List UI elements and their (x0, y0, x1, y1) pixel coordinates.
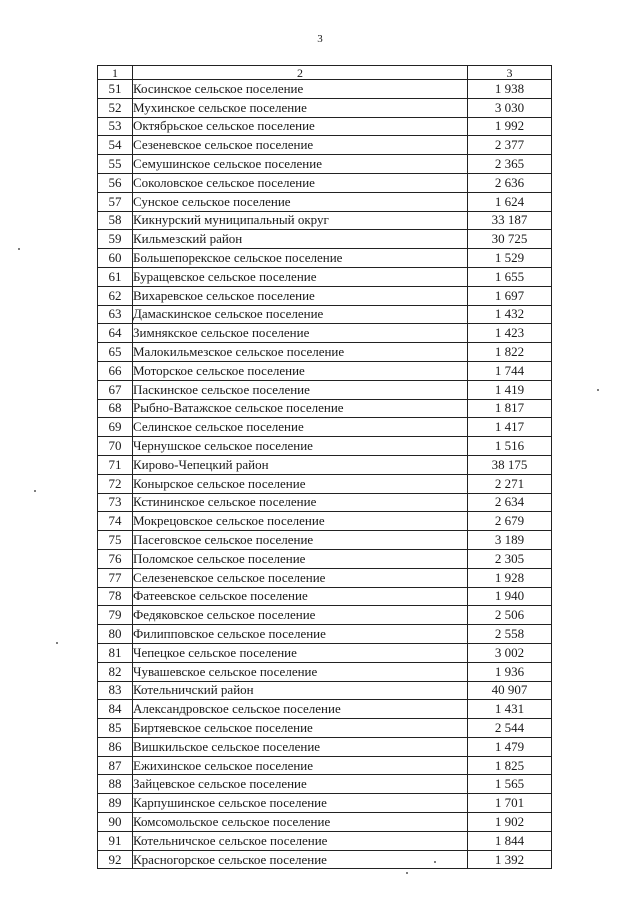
cell-number: 52 (98, 98, 133, 117)
header-cell-value: 3 (468, 66, 552, 80)
table-row (98, 418, 552, 437)
cell-name: Комсомольское сельское поселение (133, 813, 468, 832)
table-row (98, 117, 552, 136)
cell-value: 40 907 (468, 681, 552, 700)
cell-name: Красногорское сельское поселение (133, 850, 468, 869)
cell-name: Федяковское сельское поселение (133, 606, 468, 625)
cell-number: 73 (98, 493, 133, 512)
cell-value: 2 506 (468, 606, 552, 625)
cell-number: 79 (98, 606, 133, 625)
table-row (98, 474, 552, 493)
cell-value: 2 365 (468, 155, 552, 174)
table-row (98, 455, 552, 474)
cell-name: Соколовское сельское поселение (133, 173, 468, 192)
table-row (98, 493, 552, 512)
cell-name: Биртяевское сельское поселение (133, 719, 468, 738)
cell-name: Конырское сельское поселение (133, 474, 468, 493)
table-row (98, 512, 552, 531)
cell-name: Зимнякское сельское поселение (133, 324, 468, 343)
table-row (98, 343, 552, 362)
cell-number: 58 (98, 211, 133, 230)
table-header-row (98, 66, 552, 80)
cell-name: Селинское сельское поселение (133, 418, 468, 437)
table-row (98, 136, 552, 155)
cell-name: Мокрецовское сельское поселение (133, 512, 468, 531)
table-row (98, 643, 552, 662)
cell-name: Зайцевское сельское поселение (133, 775, 468, 794)
cell-value: 1 697 (468, 286, 552, 305)
cell-name: Чувашевское сельское поселение (133, 662, 468, 681)
cell-value: 1 392 (468, 850, 552, 869)
cell-value: 2 636 (468, 173, 552, 192)
cell-value: 1 822 (468, 343, 552, 362)
cell-value: 1 431 (468, 700, 552, 719)
cell-number: 62 (98, 286, 133, 305)
cell-name: Дамаскинское сельское поселение (133, 305, 468, 324)
cell-number: 60 (98, 249, 133, 268)
cell-number: 70 (98, 437, 133, 456)
table-row (98, 211, 552, 230)
table-row (98, 98, 552, 117)
table-row (98, 249, 552, 268)
table-row (98, 155, 552, 174)
cell-value: 3 002 (468, 643, 552, 662)
scan-speck (56, 642, 58, 644)
table-row (98, 587, 552, 606)
cell-value: 2 679 (468, 512, 552, 531)
table-row (98, 361, 552, 380)
cell-value: 1 992 (468, 117, 552, 136)
cell-name: Котельничский район (133, 681, 468, 700)
cell-number: 53 (98, 117, 133, 136)
cell-number: 84 (98, 700, 133, 719)
table-row (98, 756, 552, 775)
cell-name: Мухинское сельское поселение (133, 98, 468, 117)
scan-speck (406, 872, 408, 874)
table-row (98, 324, 552, 343)
cell-number: 82 (98, 662, 133, 681)
cell-number: 55 (98, 155, 133, 174)
header-cell-name: 2 (133, 66, 468, 80)
scan-speck (597, 389, 599, 391)
table-row (98, 831, 552, 850)
cell-name: Котельничское сельское поселение (133, 831, 468, 850)
table-row (98, 173, 552, 192)
table-row (98, 568, 552, 587)
cell-number: 74 (98, 512, 133, 531)
cell-value: 38 175 (468, 455, 552, 474)
scan-speck (18, 248, 20, 250)
table-row (98, 700, 552, 719)
cell-number: 89 (98, 794, 133, 813)
cell-value: 1 938 (468, 80, 552, 99)
cell-name: Малокильмезское сельское поселение (133, 343, 468, 362)
cell-number: 90 (98, 813, 133, 832)
cell-number: 86 (98, 737, 133, 756)
cell-value: 1 817 (468, 399, 552, 418)
cell-value: 1 701 (468, 794, 552, 813)
cell-name: Кильмезский район (133, 230, 468, 249)
cell-number: 76 (98, 549, 133, 568)
cell-value: 1 825 (468, 756, 552, 775)
table-row (98, 80, 552, 99)
cell-name: Кикнурский муниципальный округ (133, 211, 468, 230)
table-row (98, 775, 552, 794)
cell-value: 1 928 (468, 568, 552, 587)
cell-name: Пасеговское сельское поселение (133, 531, 468, 550)
table-header (98, 66, 552, 80)
cell-value: 2 377 (468, 136, 552, 155)
table-row (98, 380, 552, 399)
cell-name: Фатеевское сельское поселение (133, 587, 468, 606)
table-row (98, 719, 552, 738)
table-row (98, 531, 552, 550)
data-table (97, 65, 552, 869)
cell-number: 64 (98, 324, 133, 343)
cell-value: 1 417 (468, 418, 552, 437)
table-row (98, 305, 552, 324)
cell-name: Косинское сельское поселение (133, 80, 468, 99)
cell-value: 1 423 (468, 324, 552, 343)
table-row (98, 681, 552, 700)
cell-number: 51 (98, 80, 133, 99)
cell-number: 66 (98, 361, 133, 380)
cell-number: 57 (98, 192, 133, 211)
table-row (98, 192, 552, 211)
cell-name: Сезеневское сельское поселение (133, 136, 468, 155)
cell-number: 85 (98, 719, 133, 738)
cell-number: 68 (98, 399, 133, 418)
cell-value: 1 936 (468, 662, 552, 681)
cell-number: 61 (98, 267, 133, 286)
table-row (98, 437, 552, 456)
cell-value: 3 189 (468, 531, 552, 550)
cell-value: 30 725 (468, 230, 552, 249)
table-row (98, 230, 552, 249)
cell-name: Октябрьское сельское поселение (133, 117, 468, 136)
table-row (98, 399, 552, 418)
cell-value: 1 624 (468, 192, 552, 211)
scan-speck (34, 490, 36, 492)
cell-number: 87 (98, 756, 133, 775)
cell-number: 75 (98, 531, 133, 550)
cell-number: 80 (98, 625, 133, 644)
cell-name: Чернушское сельское поселение (133, 437, 468, 456)
cell-value: 2 271 (468, 474, 552, 493)
cell-value: 2 634 (468, 493, 552, 512)
table-row (98, 267, 552, 286)
cell-value: 2 544 (468, 719, 552, 738)
cell-name: Карпушинское сельское поселение (133, 794, 468, 813)
cell-value: 1 655 (468, 267, 552, 286)
cell-value: 1 419 (468, 380, 552, 399)
cell-name: Чепецкое сельское поселение (133, 643, 468, 662)
cell-value: 1 565 (468, 775, 552, 794)
cell-name: Селезеневское сельское поселение (133, 568, 468, 587)
cell-name: Кирово-Чепецкий район (133, 455, 468, 474)
cell-value: 1 516 (468, 437, 552, 456)
cell-number: 69 (98, 418, 133, 437)
cell-name: Моторское сельское поселение (133, 361, 468, 380)
table-row (98, 737, 552, 756)
cell-value: 1 844 (468, 831, 552, 850)
cell-value: 1 744 (468, 361, 552, 380)
cell-number: 56 (98, 173, 133, 192)
cell-number: 63 (98, 305, 133, 324)
cell-number: 72 (98, 474, 133, 493)
scan-speck (434, 861, 436, 863)
cell-name: Ежихинское сельское поселение (133, 756, 468, 775)
cell-number: 71 (98, 455, 133, 474)
cell-number: 65 (98, 343, 133, 362)
cell-number: 54 (98, 136, 133, 155)
cell-value: 1 479 (468, 737, 552, 756)
table-row (98, 794, 552, 813)
cell-name: Буращевское сельское поселение (133, 267, 468, 286)
cell-value: 1 902 (468, 813, 552, 832)
header-cell-number: 1 (98, 66, 133, 80)
cell-name: Филипповское сельское поселение (133, 625, 468, 644)
cell-value: 2 558 (468, 625, 552, 644)
cell-number: 77 (98, 568, 133, 587)
cell-number: 83 (98, 681, 133, 700)
table-body (98, 80, 552, 869)
cell-name: Большепорекское сельское поселение (133, 249, 468, 268)
table-row (98, 549, 552, 568)
cell-name: Кстининское сельское поселение (133, 493, 468, 512)
cell-value: 3 030 (468, 98, 552, 117)
table-row (98, 625, 552, 644)
page-number: 3 (317, 33, 323, 45)
cell-name: Паскинское сельское поселение (133, 380, 468, 399)
cell-number: 78 (98, 587, 133, 606)
table-row (98, 662, 552, 681)
cell-number: 67 (98, 380, 133, 399)
cell-name: Поломское сельское поселение (133, 549, 468, 568)
cell-value: 33 187 (468, 211, 552, 230)
cell-name: Сунское сельское поселение (133, 192, 468, 211)
cell-number: 88 (98, 775, 133, 794)
cell-number: 91 (98, 831, 133, 850)
cell-name: Александровское сельское поселение (133, 700, 468, 719)
cell-name: Семушинское сельское поселение (133, 155, 468, 174)
cell-name: Рыбно-Ватажское сельское поселение (133, 399, 468, 418)
cell-number: 92 (98, 850, 133, 869)
table-row (98, 606, 552, 625)
cell-value: 1 940 (468, 587, 552, 606)
table-row (98, 850, 552, 869)
table-row (98, 813, 552, 832)
table-row (98, 286, 552, 305)
cell-value: 2 305 (468, 549, 552, 568)
cell-number: 81 (98, 643, 133, 662)
cell-name: Вихаревское сельское поселение (133, 286, 468, 305)
cell-value: 1 529 (468, 249, 552, 268)
cell-number: 59 (98, 230, 133, 249)
cell-value: 1 432 (468, 305, 552, 324)
cell-name: Вишкильское сельское поселение (133, 737, 468, 756)
